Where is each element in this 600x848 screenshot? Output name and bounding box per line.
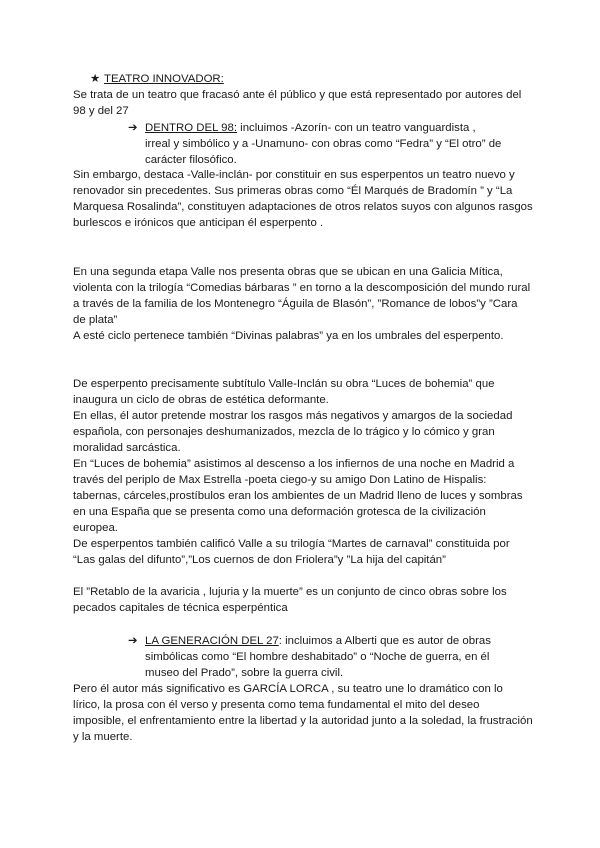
paragraph-martes-carnaval: De esperpentos también calificó Valle a su trilogía “Martes de carnaval” constituida por “Las galas del difunto”,”Los cuernos de don Friolera”y ”La hija del capitán”: [73, 538, 510, 566]
star-bullet-icon: ★: [90, 73, 101, 85]
subsection-dentro-98: [128, 120, 503, 168]
paragraph-retablo: El ”Retablo de la avaricia , lujuria y la muerte” es un conjunto de cinco obras sobre los pecados capitales de técnica esperpéntica: [73, 586, 507, 614]
paragraph-luces-bohemia: De esperpento precisamente subtítulo Valle-Inclán su obra “Luces de bohemia” que inaugura un ciclo de obras de estética deformante.: [73, 378, 495, 406]
subsection-label: DENTRO DEL 98:: [145, 122, 237, 134]
paragraph-valle-inclan: Sin embargo, destaca -Valle-inclán- por constituir en sus esperpentos un teatro nuevo y renovador sin precedentes. Sus primeras obras como “Él Marqués de Bradomín ” y “La Marquesa Rosalinda”, constituyen adaptaciones de otros relatos suyos con algunos rasgos burlescos e irónicos que anticipan él esperpento .: [73, 169, 533, 229]
intro-paragraph: Se trata de un teatro que fracasó ante él público y que está representado por autores del 98 y del 27: [73, 89, 522, 117]
subsection-generacion-27: [128, 633, 503, 681]
subsection-label: LA GENERACIÓN DEL 27: [145, 635, 279, 647]
paragraph-divinas-palabras: A esté ciclo pertenece también “Divinas palabras” ya en los umbrales del esperpento.: [73, 330, 504, 342]
paragraph-rasgos: En ellas, él autor pretende mostrar los rasgos más negativos y amargos de la sociedad española, con personajes deshumanizados, mezcla de lo trágico y lo cómico y gran moralidad sarcástica.: [73, 410, 513, 454]
paragraph-max-estrella: En “Luces de bohemia” asistimos al descenso a los infiernos de una noche en Madrid a través del periplo de Max Estrella -poeta ciego-y su amigo Don Latino de Hispalis: tabernas, cárceles,prostíbulos eran los ambientes de un Madrid lleno de luces y sombras en una España que se presenta como una deformación grotesca de la civilización europea.: [73, 458, 523, 534]
paragraph-segunda-etapa: En una segunda etapa Valle nos presenta obras que se ubican en una Galicia Mítica, violenta con la trilogía “Comedias bárbaras ” en torno a la descomposición del mundo rural a través de la familia de los Montenegro “Águila de Blasón”, ”Romance de lobos”y ”Cara de plata”: [73, 266, 531, 326]
section-heading: [90, 71, 224, 87]
arrow-bullet-icon: ➔: [128, 635, 138, 647]
subsection-text: incluimos -Azorín- con un teatro vanguardista , irreal y simbólico y a -Unamuno- con obras como “Fedra” y “El otro” de carácter filosófico.: [145, 122, 502, 166]
paragraph-garcia-lorca: Pero él autor más significativo es GARCÍA LORCA , su teatro une lo dramático con lo lírico, la prosa con él verso y presenta como tema fundamental el mito del deseo imposible, el enfrentamiento entre la libertad y la autoridad junto a la soledad, la frustración y la muerte.: [73, 683, 533, 743]
section-title: TEATRO INNOVADOR:: [104, 73, 224, 85]
arrow-bullet-icon: ➔: [128, 122, 138, 134]
subsection-text: : incluimos a Alberti que es autor de obras simbólicas como “El hombre deshabitado” o “Noche de guerra, en él museo del Prado”, sobre la guerra civil.: [145, 635, 491, 679]
